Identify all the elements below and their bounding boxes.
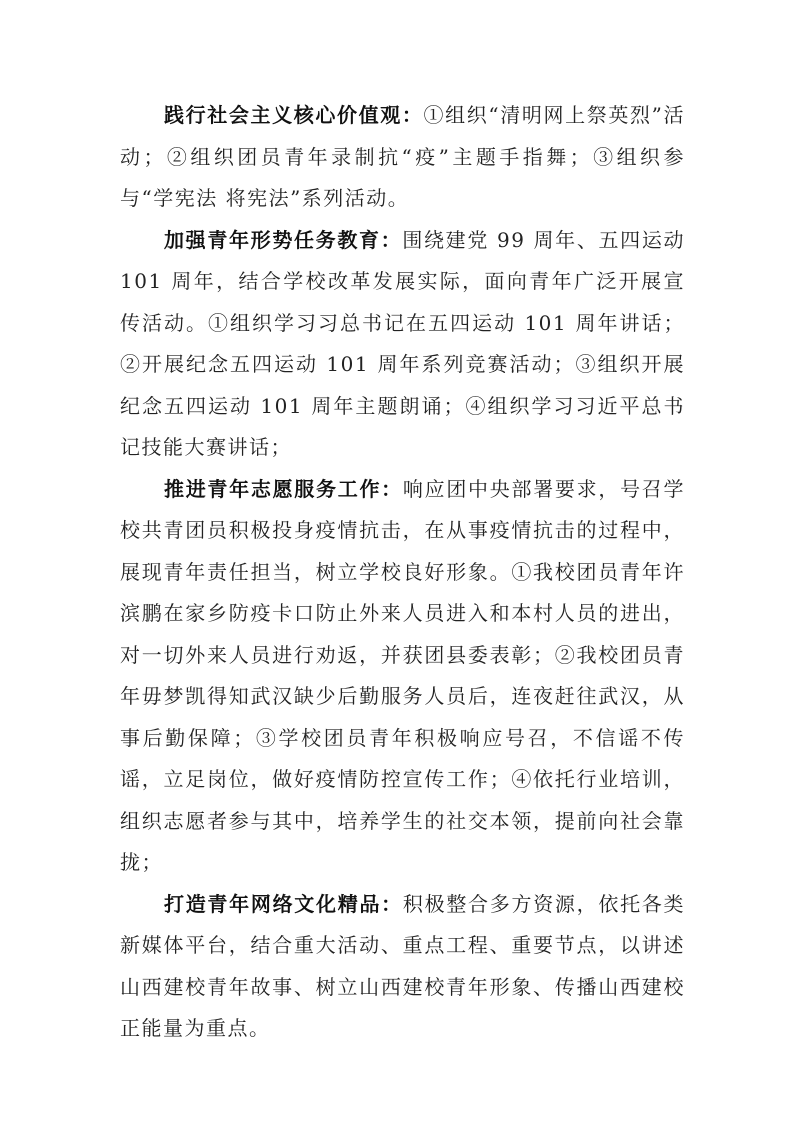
paragraph-heading: 打造青年网络文化精品： xyxy=(164,891,403,916)
paragraph-heading: 加强青年形势任务教育： xyxy=(164,227,403,252)
document-body xyxy=(120,95,685,1050)
paragraph-network-culture xyxy=(120,884,685,1050)
paragraph-heading: 推进青年志愿服务工作： xyxy=(164,476,403,501)
paragraph-heading: 践行社会主义核心价值观： xyxy=(164,103,424,127)
paragraph-text: ①组织“清明网上祭英烈”活动；②组织团员青年录制抗“疫”主题手指舞；③组织参与“学宪法 将宪法”系列活动。 xyxy=(120,103,686,210)
paragraph-core-values xyxy=(120,95,685,220)
paragraph-text: 围绕建党 99 周年、五四运动 101 周年，结合学校改革发展实际，面向青年广泛开展宣传活动。①组织学习习总书记在五四运动 101 周年讲话；②开展纪念五四运动 101 周年系列竞赛活动；③组织开展纪念五四运动 101 周年主题朗诵；④组织学习习近平总书记技能大赛讲话； xyxy=(120,227,686,459)
paragraph-text: 积极整合多方资源，依托各类新媒体平台，结合重大活动、重点工程、重要节点，以讲述山西建校青年故事、树立山西建校青年形象、传播山西建校正能量为重点。 xyxy=(120,891,686,1040)
paragraph-situation-education xyxy=(120,220,685,469)
paragraph-volunteer-service xyxy=(120,469,685,884)
paragraph-text: 响应团中央部署要求，号召学校共青团员积极投身疫情抗击，在从事疫情抗击的过程中，展现青年责任担当，树立学校良好形象。①我校团员青年许滨鹏在家乡防疫卡口防止外来人员进入和本村人员的进出，对一切外来人员进行劝返，并获团县委表彰；②我校团员青年毋梦凯得知武汉缺少后勤服务人员后，连夜赶往武汉，从事后勤保障；③学校团员青年积极响应号召，不信谣不传谣，立足岗位，做好疫情防控宣传工作；④依托行业培训，组织志愿者参与其中，培养学生的社交本领，提前向社会靠拢； xyxy=(120,476,686,874)
